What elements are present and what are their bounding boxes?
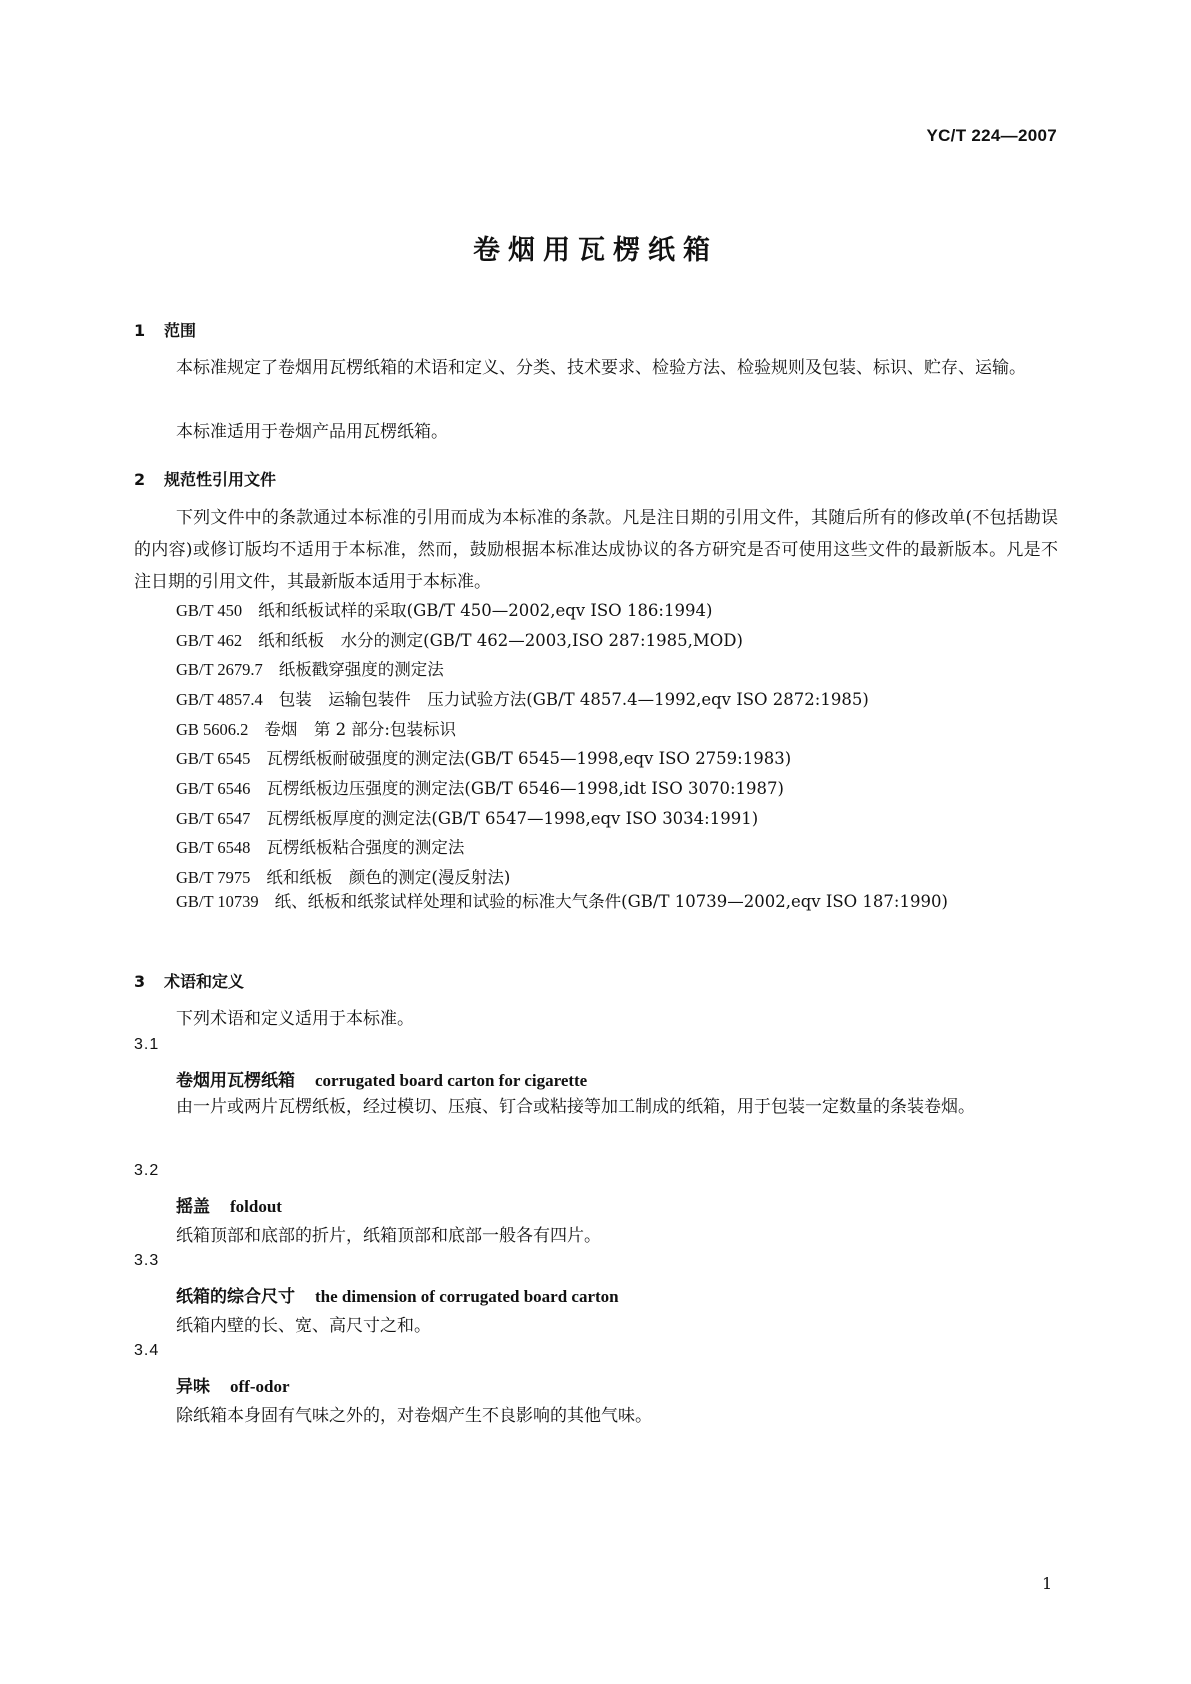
section-title: 术语和定义: [164, 972, 245, 991]
term-en: corrugated board carton for cigarette: [315, 1071, 588, 1090]
section-number: 1: [134, 321, 146, 340]
clause-number: 3.2: [134, 1162, 160, 1179]
term-zh: 异味: [176, 1377, 210, 1397]
clause-number: 3.1: [134, 1036, 160, 1053]
page-number: 1: [1042, 1574, 1053, 1593]
term-definition: 除纸箱本身固有气味之外的，对卷烟产生不良影响的其他气味。: [176, 1406, 652, 1426]
terms-intro: 下列术语和定义适用于本标准。: [176, 1009, 414, 1029]
reference-title: 包装 运输包装件 压力试验方法(GB/T 4857.4—1992,eqv ISO 2872:1985): [278, 690, 869, 709]
scope-paragraph-2: 本标准适用于卷烟产品用瓦楞纸箱。: [176, 422, 448, 442]
term-en: foldout: [230, 1197, 282, 1216]
reference-item: [176, 716, 456, 740]
term-zh: 纸箱的综合尺寸: [176, 1287, 295, 1307]
reference-code: GB 5606.2: [176, 720, 249, 739]
term-heading: [176, 1282, 619, 1307]
reference-title: 纸和纸板 颜色的测定(漫反射法): [266, 868, 511, 887]
section-number: 2: [134, 470, 146, 489]
section-title: 范围: [164, 321, 197, 340]
reference-title: 纸和纸板 水分的测定(GB/T 462—2003,ISO 287:1985,MOD): [258, 631, 743, 650]
term-definition: 纸箱内壁的长、宽、高尺寸之和。: [176, 1316, 431, 1336]
clause-number: 3.3: [134, 1252, 160, 1269]
reference-item: [176, 775, 784, 799]
reference-code: GB/T 10739: [176, 892, 259, 911]
term-en: off-odor: [230, 1377, 290, 1396]
reference-title: 卷烟 第 2 部分:包装标识: [264, 720, 456, 739]
reference-item: [176, 834, 464, 858]
reference-item: [134, 887, 1058, 917]
reference-title: 瓦楞纸板耐破强度的测定法(GB/T 6545—1998,eqv ISO 2759:1983): [266, 749, 792, 768]
scope-paragraph-1: 本标准规定了卷烟用瓦楞纸箱的术语和定义、分类、技术要求、检验方法、检验规则及包装、标识、贮存、运输。: [176, 358, 1026, 378]
reference-title: 瓦楞纸板粘合强度的测定法: [266, 838, 465, 857]
reference-code: GB/T 462: [176, 631, 243, 650]
reference-code: GB/T 6548: [176, 838, 251, 857]
reference-code: GB/T 7975: [176, 868, 251, 887]
reference-code: GB/T 450: [176, 601, 243, 620]
section-title: 规范性引用文件: [164, 470, 277, 489]
reference-code: GB/T 6547: [176, 809, 251, 828]
section-number: 3: [134, 972, 146, 991]
reference-title: 瓦楞纸板边压强度的测定法(GB/T 6546—1998,idt ISO 3070:1987): [266, 779, 784, 798]
term-heading: [176, 1066, 587, 1091]
reference-code: GB/T 4857.4: [176, 690, 263, 709]
term-definition: 纸箱顶部和底部的折片，纸箱顶部和底部一般各有四片。: [176, 1226, 601, 1246]
standard-code: YC/T 224—2007: [926, 126, 1057, 145]
reference-code: GB/T 2679.7: [176, 660, 263, 679]
reference-item: [176, 745, 791, 769]
normative-intro: 下列文件中的条款通过本标准的引用而成为本标准的条款。凡是注日期的引用文件，其随后所有的修改单(不包括勘误的内容)或修订版均不适用于本标准，然而，鼓励根据本标准达成协议的各方研究是否可使用这些文件的最新版本。凡是不注日期的引用文件，其最新版本适用于本标准。: [134, 508, 1058, 592]
reference-code: GB/T 6546: [176, 779, 251, 798]
term-zh: 摇盖: [176, 1197, 210, 1217]
reference-code: GB/T 6545: [176, 749, 251, 768]
term-heading: [176, 1372, 289, 1397]
reference-item: [176, 656, 444, 680]
reference-title: 纸板戳穿强度的测定法: [278, 660, 444, 679]
section-3-heading: [134, 969, 244, 992]
term-en: the dimension of corrugated board carton: [315, 1287, 619, 1306]
clause-number: 3.4: [134, 1342, 160, 1359]
reference-title: 纸和纸板试样的采取(GB/T 450—2002,eqv ISO 186:1994): [258, 601, 713, 620]
term-heading: [176, 1192, 282, 1217]
section-2-heading: [134, 467, 276, 490]
document-title: 卷烟用瓦楞纸箱: [473, 235, 718, 266]
term-definition: 由一片或两片瓦楞纸板，经过模切、压痕、钉合或粘接等加工制成的纸箱，用于包装一定数量的条装卷烟。: [176, 1097, 975, 1117]
reference-item: [176, 864, 510, 888]
term-zh: 卷烟用瓦楞纸箱: [176, 1071, 295, 1091]
section-1-heading: [134, 318, 196, 341]
reference-item: [176, 686, 869, 710]
reference-item: [176, 597, 712, 621]
reference-item: [176, 805, 758, 829]
reference-title: 纸、纸板和纸浆试样处理和试验的标准大气条件(GB/T 10739—2002,eqv ISO 187:1990): [274, 892, 948, 911]
reference-item: [176, 627, 743, 651]
reference-title: 瓦楞纸板厚度的测定法(GB/T 6547—1998,eqv ISO 3034:1991): [266, 809, 759, 828]
